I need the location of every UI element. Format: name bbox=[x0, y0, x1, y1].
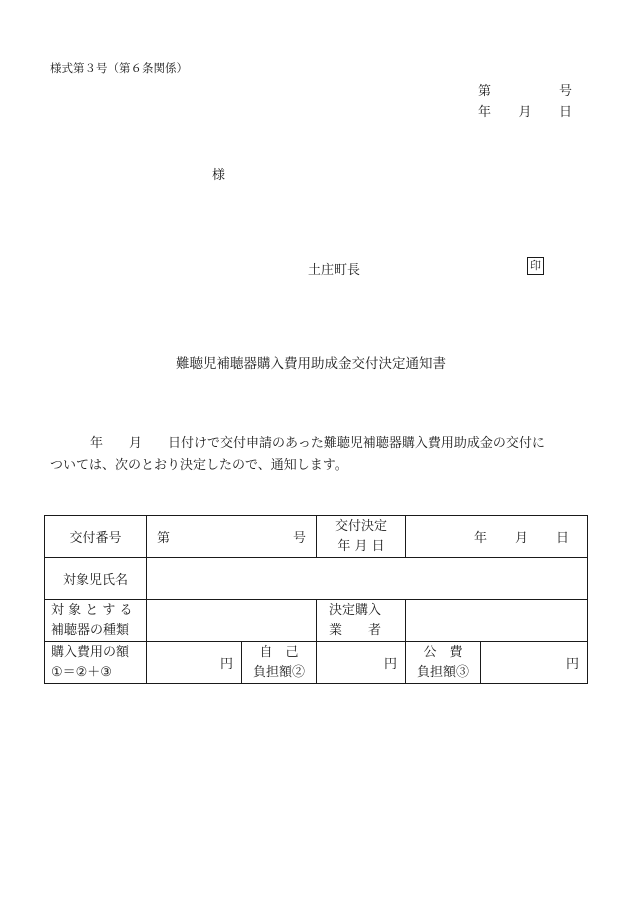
self-burden-label-2: 負担額② bbox=[252, 664, 305, 680]
public-burden-value: 円 bbox=[481, 642, 588, 684]
vendor-label bbox=[317, 600, 406, 642]
device-type-label-2: 補聴器の種類 bbox=[51, 622, 130, 638]
notice-body bbox=[50, 433, 580, 477]
table-row bbox=[45, 600, 588, 642]
issue-no-label: 交付番号 bbox=[45, 516, 147, 558]
child-name-value bbox=[147, 558, 588, 600]
document-title: 難聴児補聴器購入費用助成金交付決定通知書 bbox=[176, 356, 446, 372]
cost-value: 円 bbox=[147, 642, 242, 684]
decision-date-label bbox=[317, 516, 406, 558]
vendor-value bbox=[406, 600, 588, 642]
decision-date-label-1: 交付決定 bbox=[334, 518, 387, 534]
self-burden-label-1: 自 己 bbox=[259, 644, 299, 660]
body-month: 月 bbox=[129, 436, 143, 451]
self-burden-label bbox=[242, 642, 317, 684]
device-type-label bbox=[45, 600, 147, 642]
self-burden-value: 円 bbox=[317, 642, 406, 684]
date-month: 月 bbox=[518, 105, 532, 120]
decision-year: 年 bbox=[473, 531, 487, 546]
issue-no-cell bbox=[147, 516, 317, 558]
decision-table bbox=[44, 515, 588, 684]
seal-mark: 印 bbox=[527, 257, 544, 275]
form-number: 様式第３号（第６条関係） bbox=[50, 61, 188, 75]
table-row bbox=[45, 642, 588, 684]
document-date bbox=[478, 101, 572, 120]
addressee-honorific: 様 bbox=[212, 168, 226, 183]
public-burden-label bbox=[406, 642, 481, 684]
device-type-label-1: 対 象 と す る bbox=[51, 602, 133, 618]
table-row bbox=[45, 516, 588, 558]
decision-day: 日 bbox=[556, 531, 570, 546]
decision-date-label-2: 年 月 日 bbox=[337, 538, 385, 554]
document-number bbox=[478, 80, 572, 99]
issue-no-prefix: 第 bbox=[157, 531, 171, 546]
body-line2: ついては、次のとおり決定したので、通知します。 bbox=[50, 458, 348, 473]
date-year: 年 bbox=[478, 105, 492, 120]
table-row bbox=[45, 558, 588, 600]
sender-title: 土庄町長 bbox=[308, 263, 361, 278]
decision-date-cell bbox=[406, 516, 588, 558]
vendor-label-2: 業 者 bbox=[329, 622, 382, 638]
date-day: 日 bbox=[558, 105, 572, 120]
issue-no-suffix: 号 bbox=[292, 531, 306, 546]
public-burden-label-1: 公 費 bbox=[423, 644, 463, 660]
cost-label-1: 購入費用の額 bbox=[51, 644, 130, 660]
body-line1: 日付けで交付申請のあった難聴児補聴器購入費用助成金の交付に bbox=[168, 436, 545, 451]
cost-label bbox=[45, 642, 147, 684]
vendor-label-1: 決定購入 bbox=[329, 602, 382, 618]
cost-label-2: ①＝②＋③ bbox=[51, 664, 112, 680]
body-year: 年 bbox=[90, 436, 104, 451]
decision-month: 月 bbox=[514, 531, 528, 546]
child-name-label: 対象児氏名 bbox=[45, 558, 147, 600]
public-burden-label-2: 負担額③ bbox=[416, 664, 469, 680]
doc-no-suffix: 号 bbox=[558, 84, 572, 99]
device-type-value bbox=[147, 600, 317, 642]
doc-no-prefix: 第 bbox=[478, 84, 492, 99]
